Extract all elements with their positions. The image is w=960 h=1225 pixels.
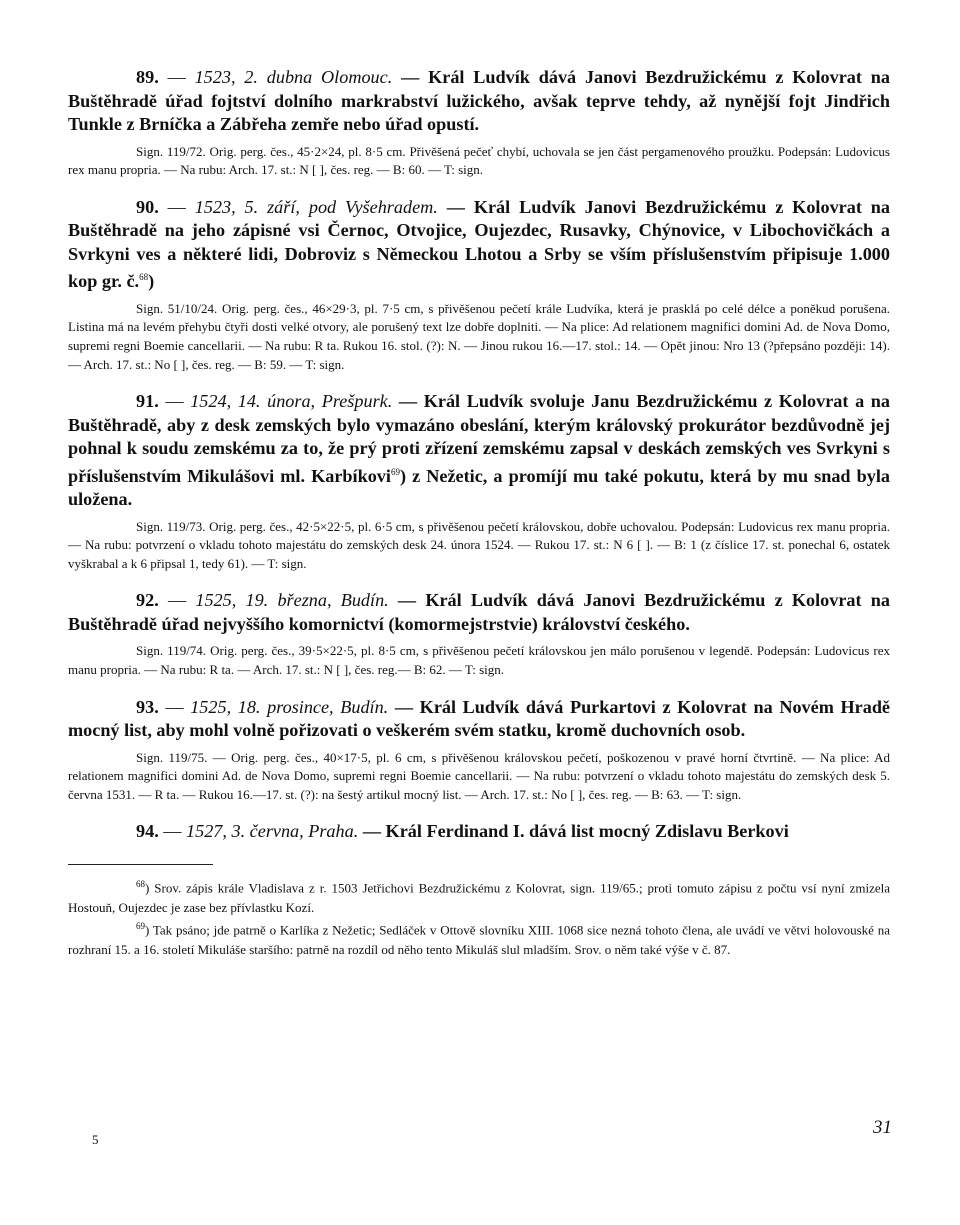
footnote-text: ) Tak psáno; jde patrně o Karlíka z Nežetic; Sedláček v Ottově slovníku XIII. 1068 sice nezná tohoto člena, ale uvádí ve větvi holovouské na rozhraní 15. a 16. století Mikuláše staršího: patrně na rozdíl od něho tento Mikuláš slul mladším. Srov. o něm také výše v č. 87. — [68, 922, 890, 958]
entry-text: — Král Ludvík svoluje Janu Bezdružickému z Kolovrat a na Buštěhradě, aby z desk zemských bylo vymazáno obeslání, kterým královský prokurátor bezdůvodně jej pohnal k soudu zemskému za to, že prý proti zřízení zemskému zapsal v deskách zemských ves Svrkyni s příslušenstvím Mikulášovi ml. Karbíkovi — [68, 391, 891, 486]
entry-note: Sign. 119/74. Orig. perg. čes., 39·5×22·5, pl. 8·5 cm, s přivěšenou pečetí královskou jen málo porušenou v legendě. Podepsán: Ludovicus rex manu propria. — Na rubu: R ta. — Arch. 17. st.: N [ ], čes. reg.— B: 62. — T: sign. — [68, 643, 890, 678]
footnote-rule — [68, 864, 213, 865]
entry-91 — [68, 390, 890, 573]
entry-text: — Král Ferdinand I. dává list mocný Zdislavu Berkovi — [358, 821, 789, 842]
footnote-ref: 68 — [139, 272, 149, 283]
entry-93 — [68, 696, 890, 805]
page-number: 31 — [873, 1117, 892, 1138]
entry-number: 91. — [136, 391, 159, 412]
footnote-ref: 69 — [390, 466, 400, 477]
entry-heading: 94. — 1527, 3. června, Praha. — Král Ferdinand I. dává list mocný Zdislavu Berkovi — [136, 821, 789, 842]
entry-heading: 92. — 1525, 19. března, Budín. — Král Ludvík dává Janovi Bezdružickému z Kolovrat na Buštěhradě úřad nejvyššího komornictví (komormejstrstvie) království českého. — [68, 590, 890, 634]
entry-92 — [68, 589, 890, 679]
entry-text: — Král Ludvík dává Purkartovi z Kolovrat na Novém Hradě mocný list, aby mohl volně pořizovati o veškerém svém statku, kromě duchovních osob. — [68, 696, 891, 741]
entry-date: 1523, 2. dubna Olomouc. — [194, 67, 393, 87]
entry-date: 1525, 18. prosince, Budín. — [190, 696, 389, 717]
signature-mark: 5 — [92, 1132, 99, 1147]
entry-number: 92. — [136, 590, 159, 611]
footnote-text: ) Srov. zápis krále Vladislava z r. 1503 Jetřichovi Bezdružickému z Kolovrat, sign. 119/65.; proti tomuto zápisu z počtu vsí nyní zmizela Hostouň, Oujezdec je zase bez přívlastku Kozí. — [68, 880, 890, 915]
entry-note: Sign. 119/72. Orig. perg. čes., 45·2×24, pl. 8·5 cm. Přivěšená pečeť chybí, uchovala se jen část pergamenového proužku. Podepsán: Ludovicus rex manu propria. — Na rubu: Arch. 17. st.: N [ ], čes. reg. — B: 60. — T: sign. — [68, 143, 890, 178]
entry-heading: 90. — 1523, 5. září, pod Vyšehradem. — Král Ludvík Janovi Bezdružickému z Kolovrat na Buštěhradě na jeho zápisné vsi Černoc, Otvojice, Oujezdec, Rusavky, Chýnovice, v Libochovičkách a Svrkyni ves a některé lidi, Dobroviz s Německou Lhotou a Srby se vším příslušenstvím připisuje 1.000 kop gr. č.$^{68}$) — [68, 196, 891, 292]
entry-number: 94. — [136, 821, 159, 842]
entry-text: — Král Ludvík dává Janovi Bezdružickému z Kolovrat na Buštěhradě úřad nejvyššího komornictví (komormejstrstvie) království českého. — [68, 590, 890, 634]
footnotes — [68, 875, 890, 960]
entry-text: — Král Ludvík dává Janovi Bezdružickému z Kolovrat na Buštěhradě úřad fojtství dolního markrabství lužického, avšak teprve tehdy, až nynější fojt Jindřich Tunkle z Brníčka a Zábřeha zemře nebo úřad opustí. — [68, 67, 890, 134]
entry-note: Sign. 119/73. Orig. perg. čes., 42·5×22·5, pl. 6·5 cm, s přivěšenou pečetí královskou, dobře uchovalou. Podepsán: Ludovicus rex manu propria. — Na rubu: potvrzení o vkladu tohoto majestátu do zemských desk 24. února 1524. — Rukou 17. st.: N 6 [ ]. — B: 1 (z číslice 17. st. ponechal 6, ostatek vyškrabal a k 6 připsal 1, tedy 61). — T: sign. — [68, 518, 890, 571]
footnote-69 — [68, 917, 890, 959]
entry-number: 90. — [136, 196, 159, 217]
entry-note: Sign. 119/75. — Orig. perg. čes., 40×17·5, pl. 6 cm, s přivěšenou královskou pečetí, poškozenou v pravé horní čtvrtině. — Na plice: Ad relationem magnifici domini Ad. de Nova Domo, supremi regni Boemie cancellarii. — Na rubu: potvrzení o vkladu tohoto majestátu do zemských desk 5. června 1531. — R ta. — Rukou 16.—17. st. (?): na šestý artikul mocný list. — Arch. 17. st.: No [ ], čes. reg. — B: 63. — T: sign. — [68, 749, 890, 802]
entry-date: 1525, 19. března, Budín. — [195, 590, 389, 611]
entry-90 — [68, 196, 890, 374]
entry-heading: 91. — 1524, 14. února, Prešpurk. — Král Ludvík svoluje Janu Bezdružickému z Kolovrat a na Buštěhradě, aby z desk zemských bylo vymazáno obeslání, kterým královský prokurátor bezdůvodně jej pohnal k soudu zemskému za to, že prý proti zřízení zemskému zapsal v deskách zemských ves Svrkyni s příslušenstvím Mikulášovi ml. Karbíkovi$^{69}$) z Nežetic, a promíjí mu také pokutu, která by mu snad byla uložena. — [68, 391, 891, 510]
footnote-68 — [68, 875, 890, 917]
entry-note: Sign. 51/10/24. Orig. perg. čes., 46×29·3, pl. 7·5 cm, s přivěšenou pečetí krále Ludvíka, která je prasklá po celé délce a poněkud porušena. Listina má na levém přehybu čtyři dosti velké otvory, ale porušený text lze dobře doplniti. — Na plice: Ad relationem magnifici domini Ad. de Nova Domo, supremi regni Boemie cancellarii. — Na rubu: R ta. Rukou 16. stol. (?): N. — Jinou rukou 16.—17. stol.: 14. — Opět jinou: Nro 13 (?přepsáno později: 14). — Arch. 17. st.: No [ ], čes. reg. — B: 59. — T: sign. — [68, 300, 890, 372]
entry-number: 93. — [136, 696, 159, 717]
footnote-mark: 69 — [136, 921, 145, 932]
entry-date: 1527, 3. června, Praha. — [186, 821, 359, 842]
entry-date: 1523, 5. září, pod Vyšehradem. — [194, 196, 438, 217]
entry-number: 89. — [136, 67, 159, 87]
footnote-mark: 68 — [136, 878, 145, 889]
entry-heading: 93. — 1525, 18. prosince, Budín. — Král Ludvík dává Purkartovi z Kolovrat na Novém Hradě mocný list, aby mohl volně pořizovati o veškerém svém statku, kromě duchovních osob. — [68, 696, 891, 741]
entry-date: 1524, 14. února, Prešpurk. — [190, 391, 393, 412]
entry-heading: 89. — 1523, 2. dubna Olomouc. — Král Ludvík dává Janovi Bezdružickému z Kolovrat na Buštěhradě úřad fojtství dolního markrabství lužického, avšak teprve tehdy, až nynější fojt Jindřich Tunkle z Brníčka a Zábřeha zemře nebo úřad opustí. — [68, 67, 890, 134]
entry-94 — [68, 820, 890, 844]
entry-text: — Král Ludvík Janovi Bezdružickému z Kolovrat na Buštěhradě na jeho zápisné vsi Černoc, Otvojice, Oujezdec, Rusavky, Chýnovice, v Libochovičkách a Svrkyni ves a některé lidi, Dobroviz s Německou Lhotou a Srby se vším příslušenstvím připisuje 1.000 kop gr. č. — [68, 196, 891, 292]
entry-89 — [68, 66, 890, 180]
